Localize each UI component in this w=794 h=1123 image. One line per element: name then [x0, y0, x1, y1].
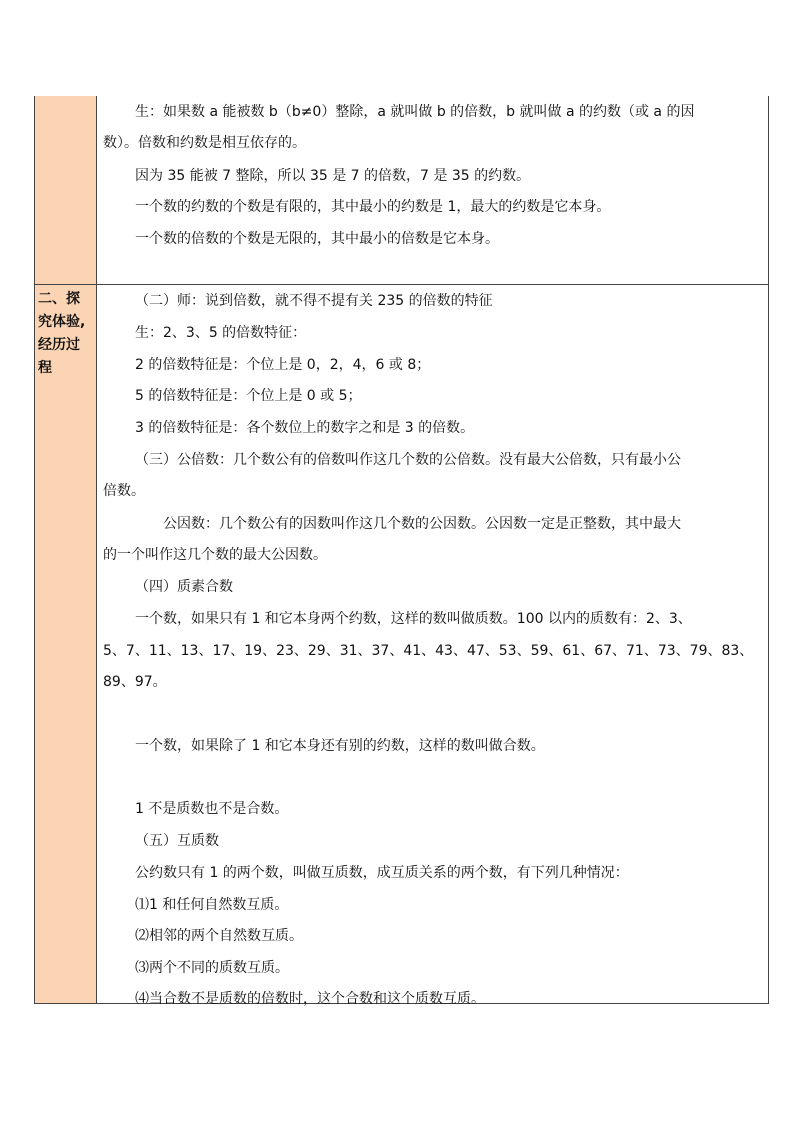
text-line: 一个数的倍数的个数是无限的，其中最小的倍数是它本身。 [135, 231, 499, 247]
text-line: 倍数。 [103, 483, 145, 499]
text-line: ⑵相邻的两个自然数互质。 [135, 928, 303, 944]
table-row [34, 96, 769, 285]
table-row [34, 285, 769, 1007]
text-line: ⑴1 和任何自然数互质。 [135, 897, 289, 913]
text-line: 5、7、11、13、17、19、23、29、31、37、41、43、47、53、59、61、67、71、73、79、83、 [103, 643, 754, 659]
lesson-table [34, 96, 769, 1007]
text-line: （五）互质数 [135, 833, 219, 849]
text-line: 公约数只有 1 的两个数，叫做互质数，成互质关系的两个数，有下列几种情况： [135, 865, 629, 881]
text-line: 3 的倍数特征是：各个数位上的数字之和是 3 的倍数。 [135, 420, 475, 436]
section-label [38, 288, 94, 380]
text-line: 数）。倍数和约数是相互依存的。 [103, 135, 306, 151]
text-line: 89、97。 [103, 674, 167, 690]
text-line: 生：2、3、5 的倍数特征： [135, 325, 307, 341]
section-content-cell [97, 96, 768, 284]
text-line: 一个数，如果除了 1 和它本身还有别的约数，这样的数叫做合数。 [135, 738, 545, 754]
text-line: 一个数的约数的个数是有限的，其中最小的约数是 1，最大的约数是它本身。 [135, 199, 611, 215]
section-label-cell [35, 96, 97, 284]
text-line: （三）公倍数：几个数公有的倍数叫作这几个数的公倍数。没有最大公倍数，只有最小公 [135, 452, 681, 468]
text-line: 5 的倍数特征是：个位上是 0 或 5； [135, 388, 362, 404]
text-line: （四）质素合数 [135, 579, 233, 595]
section-label-line: 程 [38, 360, 52, 376]
section-label-line: 二、探 [38, 291, 80, 307]
section-label-line: 经历过 [38, 337, 80, 353]
text-line: ⑶两个不同的质数互质。 [135, 960, 289, 976]
section-label-cell [35, 285, 97, 1003]
text-line: （二）师：说到倍数，就不得不提有关 235 的倍数的特征 [135, 293, 493, 309]
text-line: 的一个叫作这几个数的最大公因数。 [103, 547, 327, 563]
text-line: ⑷当合数不是质数的倍数时，这个合数和这个质数互质。 [135, 991, 485, 1007]
section-content-cell [97, 285, 768, 1007]
section-label-line: 究体验, [38, 314, 86, 330]
text-line: 1 不是质数也不是合数。 [135, 801, 289, 817]
text-line: 2 的倍数特征是：个位上是 0，2，4，6 或 8； [135, 357, 431, 373]
text-line: 因为 35 能被 7 整除，所以 35 是 7 的倍数，7 是 35 的约数。 [135, 168, 531, 184]
text-line: 生：如果数 a 能被数 b（b≠0）整除，a 就叫做 b 的倍数，b 就叫做 a 的约数（或 a 的因 [135, 104, 695, 120]
text-line: 公因数：几个数公有的因数叫作这几个数的公因数。公因数一定是正整数，其中最大 [163, 516, 681, 532]
text-line: 一个数，如果只有 1 和它本身两个约数，这样的数叫做质数。100 以内的质数有：2、3、 [135, 611, 692, 627]
